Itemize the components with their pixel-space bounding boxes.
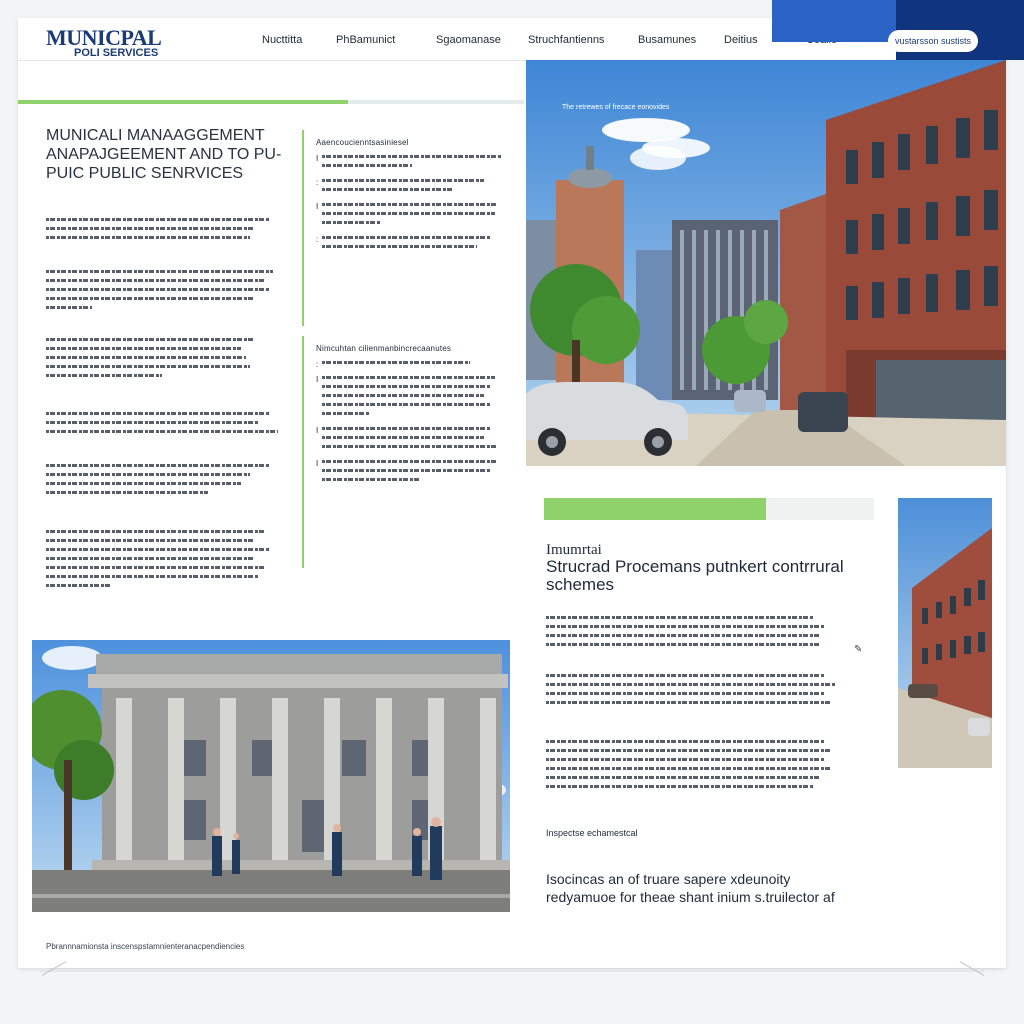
- header: [18, 18, 1006, 61]
- nav-item-6[interactable]: Deitius: [724, 34, 758, 46]
- logo-main-text: MUNICPAL: [46, 25, 162, 50]
- card-accent-bar-light: [766, 498, 874, 520]
- card-label: Inspectse echamestcal: [546, 828, 638, 838]
- body-paragraph-2: [46, 270, 278, 315]
- middle-list-1: [316, 138, 502, 260]
- side-building-image: [898, 498, 992, 768]
- card-title: Strucrad Procemans putnkert contrrural schemes: [546, 557, 844, 594]
- info-card: [544, 498, 876, 958]
- card-paragraph-2: [546, 674, 836, 710]
- list-item: I: [316, 203, 502, 230]
- header-accent-band: [772, 0, 896, 42]
- card-paragraph-1: [546, 616, 836, 652]
- list-item: I: [316, 155, 502, 173]
- vertical-divider: [302, 336, 304, 568]
- list-item: :: [316, 179, 502, 197]
- logo-sub-text: POLI SERVICES: [74, 47, 159, 59]
- section-accent-bar-grey: [348, 100, 524, 104]
- middle-list-2: [316, 344, 502, 493]
- body-paragraph-5: [46, 464, 278, 500]
- cta-button[interactable]: vustarsson sustists: [888, 30, 978, 52]
- middle-heading: Nimcuhtan cilienmanbincrecaanutes: [316, 344, 452, 353]
- nav-item-1[interactable]: Nucttitta: [262, 34, 303, 46]
- nav-item-4[interactable]: Struchfantienns: [528, 34, 605, 46]
- footer-divider: [46, 968, 996, 969]
- list-item: I: [316, 376, 502, 421]
- footer-text: Pbrannnamionsta inscenspstamnienteranacpendiencies: [46, 942, 245, 951]
- hero-street-image: [526, 60, 1006, 466]
- vertical-divider: [302, 130, 304, 326]
- card-accent-bar: [544, 498, 766, 520]
- body-paragraph-6: [46, 530, 278, 593]
- body-paragraph-4: [46, 412, 278, 439]
- list-item: :: [316, 236, 502, 254]
- city-hall-image: [32, 640, 510, 912]
- card-paragraph-3: [546, 740, 836, 794]
- nav-item-3[interactable]: Sgaomanase: [436, 34, 501, 46]
- logo[interactable]: [46, 25, 162, 59]
- card-eyebrow: Imumrtai: [546, 542, 602, 558]
- card-quote: Isocincas an of truare sapere xdeunoity redyamuoe for theae shant inium s.truilector af: [546, 871, 835, 905]
- list-item: :: [316, 361, 502, 370]
- hero-image-caption: The retrewes of frecace eonovides: [562, 104, 670, 111]
- nav-item-5[interactable]: Busamunes: [638, 34, 697, 46]
- pencil-icon: ✎: [854, 644, 863, 655]
- body-paragraph-1: [46, 218, 278, 245]
- page: [18, 18, 1006, 968]
- list-item: I: [316, 460, 502, 487]
- body-paragraph-3: [46, 338, 278, 383]
- list-item: I: [316, 427, 502, 454]
- nav-item-2[interactable]: PhBamunict: [336, 34, 396, 46]
- page-title: MUNICALI MANAAGGEMENT ANAPAJGEEMENT AND TO PU-PUIC PUBLIC SENRVICES: [46, 127, 282, 182]
- page-shadow: [40, 970, 984, 972]
- section-accent-bar: [18, 100, 348, 104]
- middle-heading: Aaencoucienntsasiniesel: [316, 138, 409, 147]
